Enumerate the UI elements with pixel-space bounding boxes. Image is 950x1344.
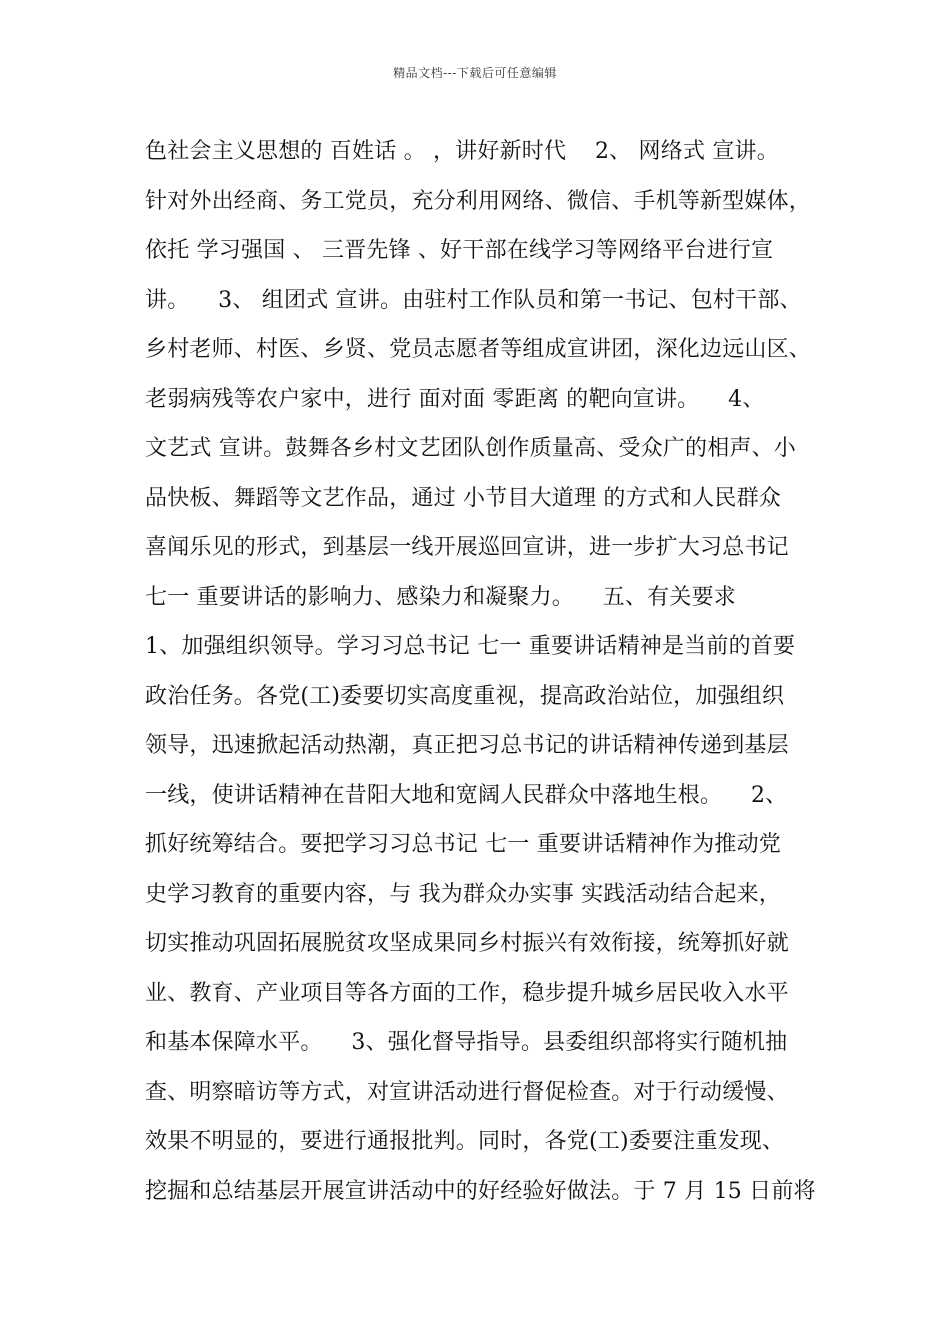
body-line: 领导，迅速掀起活动热潮，真正把习总书记的讲话精神传递到基层 — [145, 733, 789, 758]
body-line: 老弱病残等农户家中，进行 面对面 零距离 的靶向宣讲。 4、 — [145, 386, 765, 412]
page-header: 精品文档---下载后可任意编辑 — [393, 66, 557, 80]
body-line: 挖掘和总结基层开展宣讲活动中的好经验好做法。于 7 月 15 日前将 — [145, 1178, 816, 1204]
body-line: 政治任务。各党(工)委要切实高度重视，提高政治站位，加强组织 — [145, 683, 785, 709]
body-line: 抓好统筹结合。要把学习习总书记 七一 重要讲话精神作为推动党 — [145, 832, 781, 857]
body-line: 七一 重要讲话的影响力、感染力和凝聚力。 五、有关要求 — [145, 584, 736, 610]
body-line: 1、加强组织领导。学习习总书记 七一 重要讲话精神是当前的首要 — [145, 634, 796, 659]
body-line: 史学习教育的重要内容，与 我为群众办实事 实践活动结合起来， — [145, 881, 781, 907]
document-body — [145, 132, 815, 1221]
body-line: 色社会主义思想的 百姓话 。 ，讲好新时代 2、 网络式 宣讲。 — [145, 139, 779, 164]
body-line: 乡村老师、村医、乡贤、党员志愿者等组成宣讲团，深化边远山区、 — [145, 337, 812, 362]
body-line: 和基本保障水平。 3、强化督导指导。县委组织部将实行随机抽 — [145, 1030, 788, 1055]
body-line: 文艺式 宣讲。鼓舞各乡村文艺团队创作质量高、受众广的相声、小 — [145, 436, 796, 461]
body-line: 效果不明显的，要进行通报批判。同时，各党(工)委要注重发现、 — [145, 1129, 785, 1154]
body-line: 品快板、舞蹈等文艺作品，通过 小节目大道理 的方式和人民群众 — [145, 485, 781, 511]
body-line: 切实推动巩固拓展脱贫攻坚成果同乡村振兴有效衔接，统筹抓好就 — [145, 931, 789, 956]
body-line: 业、教育、产业项目等各方面的工作，稳步提升城乡居民收入水平 — [145, 980, 789, 1006]
body-line: 喜闻乐见的形式，到基层一线开展巡回宣讲，进一步扩大习总书记 — [145, 535, 789, 560]
body-line: 一线，使讲话精神在昔阳大地和宽阔人民群众中落地生根。 2、 — [145, 782, 788, 808]
body-line: 讲。 3、 组团式 宣讲。由驻村工作队员和第一书记、包村干部、 — [145, 287, 802, 313]
body-line: 针对外出经商、务工党员，充分利用网络、微信、手机等新型媒体， — [145, 188, 812, 214]
body-line: 查、明察暗访等方式，对宣讲活动进行督促检查。对于行动缓慢、 — [145, 1079, 789, 1105]
body-line: 依托 学习强国 、 三晋先锋 、好干部在线学习等网络平台进行宣 — [145, 238, 774, 263]
